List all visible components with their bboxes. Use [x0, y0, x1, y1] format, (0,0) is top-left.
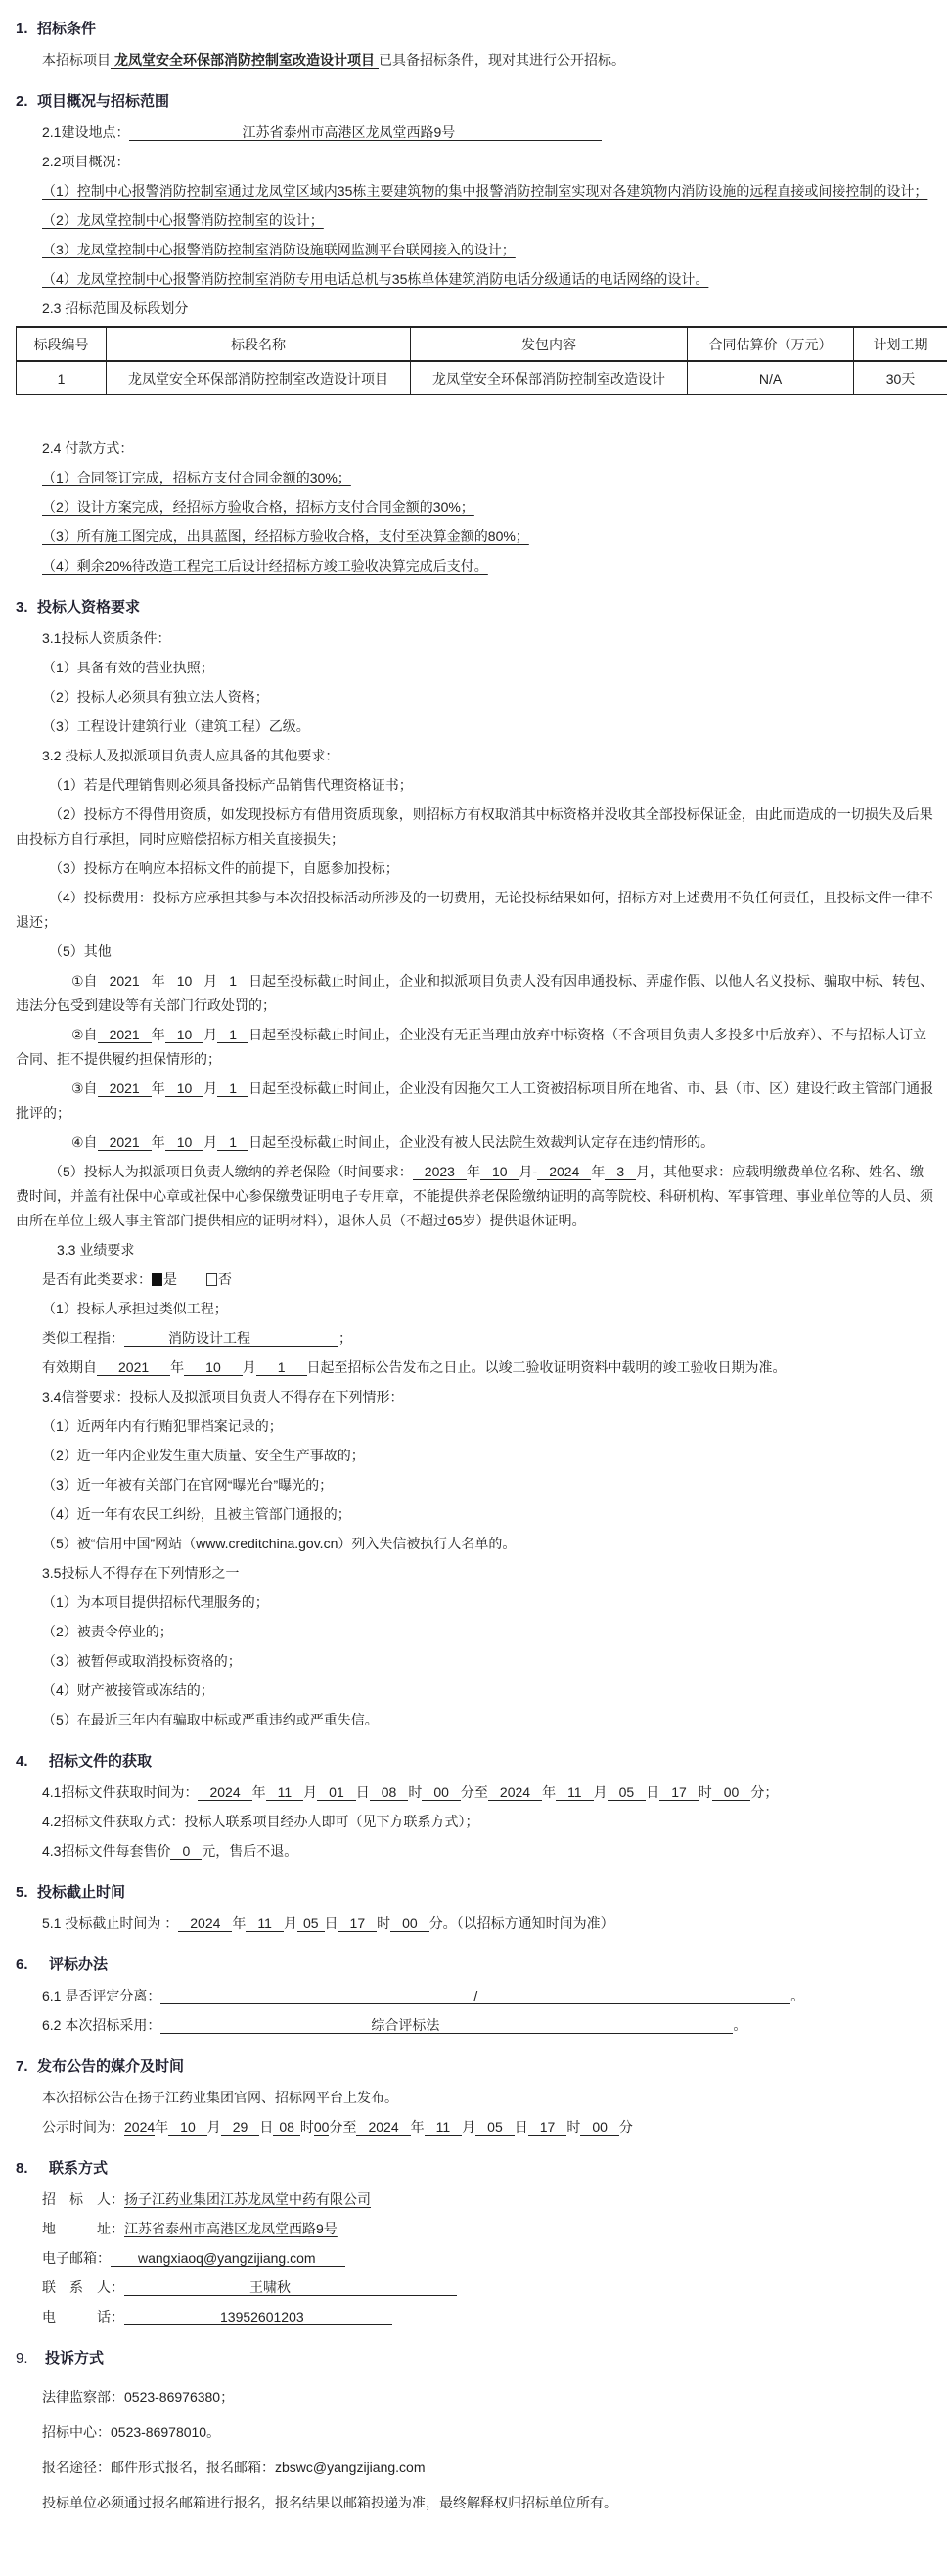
credit-item: （2）近一年内企业发生重大质量、安全生产事故的；: [42, 1448, 365, 1463]
year-value: 2024: [488, 1784, 542, 1801]
text: 日起至投标截止时间止，企业没有因拖欠工人工资被招标项目所在地省、市、县（市、区）建设行政主管部门通报批评的；: [16, 1081, 934, 1121]
text: ④自: [71, 1134, 98, 1150]
complaint-legal: 法律监察部：0523-86976380；: [42, 2389, 235, 2405]
column-header: 标段名称: [107, 327, 411, 361]
day-value: 1: [217, 1081, 248, 1097]
month-value: 11: [266, 1784, 304, 1801]
registration-method: 报名途径：邮件形式报名，报名邮箱：zbswc@yangzijiang.com: [42, 2460, 426, 2475]
year-value: 2024: [124, 2119, 156, 2135]
checkbox-label-yes: 是: [163, 1271, 177, 1287]
text: 日起至招标公告发布之日止。以竣工验收证明资料中载明的竣工验收日期为准。: [306, 1359, 787, 1375]
exclusion-item: （1）为本项目提供招标代理服务的；: [42, 1594, 269, 1610]
overview-label: 2.2项目概况：: [42, 154, 130, 169]
month-value: 10: [165, 1027, 204, 1043]
section-heading-8: [16, 2156, 947, 2181]
record-item: [0, 1130, 947, 1155]
text: 4.1招标文件获取时间为：: [42, 1784, 199, 1800]
text: 月: [203, 1134, 218, 1150]
text: 月: [593, 1784, 608, 1800]
tenderer-value: 扬子江药业集团江苏龙凤堂中药有限公司: [124, 2191, 371, 2207]
year-value: 2021: [97, 1359, 170, 1376]
text: 分至: [460, 1784, 488, 1800]
method-value: 综合评标法: [160, 2017, 733, 2034]
year-value: 2024: [178, 1915, 232, 1932]
section-title: 评标办法: [49, 1956, 109, 1973]
overview-item: （1）控制中心报警消防控制室通过龙凤堂区域内35栋主要建筑物的集中报警消防控制室实现对各建筑物内消防设施的远程直接或间接控制的设计；: [42, 183, 928, 199]
exclusion-item: （2）被责令停业的；: [42, 1624, 173, 1639]
other-req-item: （2）投标方不得借用资质，如发现投标方有借用资质现象，则招标方有权取消其中标资格并没收其全部投标保证金，由此而造成的一切损失及后果由投标方自行承担，同时应赔偿招标方相关直接损失；: [16, 806, 933, 847]
contact-phone: [0, 2305, 947, 2329]
publication-time: [0, 2115, 947, 2139]
credit-item: （3）近一年被有关部门在官网“曝光台”曝光的；: [42, 1477, 334, 1493]
column-header: 标段编号: [17, 327, 107, 361]
record-item: [0, 1023, 947, 1072]
text: 类似工程指：: [42, 1330, 124, 1346]
separation-value: /: [160, 1988, 790, 2004]
day-value: 1: [256, 1359, 307, 1376]
text: 日起至投标截止时间止，企业没有被人民法院生效裁判认定存在违约情形的。: [248, 1134, 715, 1150]
section-number: 4.: [16, 1753, 28, 1770]
minute-value: 00: [313, 2119, 330, 2135]
section-number: 6.: [16, 1956, 28, 1973]
table-cell: 龙凤堂安全环保部消防控制室改造设计项目: [107, 361, 411, 395]
text: 日起至投标截止时间止，企业和拟派项目负责人没有因串通投标、弄虚作假、以他人名义投标、骗取中标、转包、违法分包受到建设等有关部门行政处罚的；: [16, 973, 934, 1013]
validity-period: [0, 1356, 947, 1380]
text: 时: [408, 1784, 423, 1800]
other-req-item: （4）投标费用：投标方应承担其参与本次招投标活动所涉及的一切费用，无论投标结果如何，招标方对上述费用不负任何责任，且投标文件一律不退还；: [16, 890, 933, 930]
text: 地 址：: [42, 2221, 124, 2236]
month-value: 11: [556, 1784, 594, 1801]
credit-label: 3.4信誉要求：投标人及拟派项目负责人不得存在下列情形：: [42, 1389, 404, 1404]
section-number: 9.: [16, 2350, 28, 2367]
complaint-tender-center: 招标中心：0523-86978010。: [42, 2424, 221, 2440]
month-value: 10: [165, 973, 204, 989]
overview-item: （3）龙凤堂控制中心报警消防控制室消防设施联网监测平台联网接入的设计；: [42, 242, 516, 257]
text: ①自: [71, 973, 98, 989]
day-value: 1: [217, 973, 248, 989]
section-number: 3.: [16, 599, 28, 616]
payment-item: （3）所有施工图完成，出具蓝图，经招标方验收合格，支付至决算金额的80%；: [42, 529, 529, 544]
day-value: 05: [297, 1915, 325, 1932]
text: 日起至投标截止时间止，企业没有无正当理由放弃中标资格（不含项目负责人多投多中后放弃）、不与招标人订立合同、拒不提供履约担保情形的；: [16, 1027, 927, 1067]
text: 月: [206, 2119, 221, 2135]
section-heading-2: [16, 89, 947, 114]
address-value: 江苏省泰州市高港区龙凤堂西路9号: [124, 2221, 338, 2236]
hour-value: 08: [370, 1784, 409, 1801]
text: 日: [355, 1784, 370, 1800]
contact-person-value: 王啸秋: [124, 2279, 457, 2296]
section-title: 投标人资格要求: [37, 599, 141, 616]
text: 年: [251, 1784, 266, 1800]
text: 6.1 是否评定分离：: [42, 1988, 161, 2003]
day-value: 1: [217, 1027, 248, 1043]
text: 月-: [519, 1164, 538, 1179]
section-heading-3: [16, 595, 947, 620]
minute-value: 00: [712, 1784, 751, 1801]
exclusion-label: 3.5投标人不得存在下列情形之一: [42, 1565, 240, 1581]
section-title: 发布公告的媒介及时间: [37, 2058, 185, 2075]
text: 2.1建设地点：: [42, 124, 130, 140]
payment-item: （4）剩余20%待改造工程完工后设计经招标方竣工验收决算完成后支付。: [42, 558, 488, 574]
payment-label: 2.4 付款方式：: [42, 440, 134, 456]
day-value: 05: [608, 1784, 647, 1801]
text: 电子邮箱：: [42, 2250, 111, 2266]
location-value: 江苏省泰州市高港区龙凤堂西路9号: [129, 124, 602, 141]
qualification-item: （1）具备有效的营业执照；: [42, 660, 214, 675]
credit-item: （5）被“信用中国”网站（www.creditchina.gov.cn）列入失信被执行人名单的。: [42, 1536, 517, 1551]
day-value: 01: [317, 1784, 356, 1801]
text: 时: [377, 1915, 391, 1931]
text: （5）投标人为拟派项目负责人缴纳的养老保险（时间要求：: [49, 1164, 413, 1179]
qualification-label: 3.1投标人资质条件：: [42, 630, 171, 646]
credit-item: （1）近两年内有行贿犯罪档案记录的；: [42, 1418, 283, 1434]
minute-value: 00: [390, 1915, 429, 1932]
text: 年: [155, 2119, 169, 2135]
lot-table: [16, 326, 947, 395]
record-item: [0, 969, 947, 1018]
table-cell: 30天: [854, 361, 947, 395]
text: 年: [410, 2119, 425, 2135]
text: 招 标 人：: [42, 2191, 124, 2207]
email-value[interactable]: wangxiaoq@yangzijiang.com: [111, 2250, 345, 2267]
text: 月: [462, 2119, 476, 2135]
text: 月: [203, 1081, 218, 1096]
other-req-item: （1）若是代理销售则必须具备投标产品销售代理资格证书；: [49, 777, 413, 793]
qualification-item: （3）工程设计建筑行业（建筑工程）乙级。: [42, 718, 310, 734]
year-value: 2023: [413, 1164, 467, 1180]
hour-value: 08: [273, 2119, 300, 2136]
phone-value: 13952601203: [124, 2309, 392, 2325]
section-number: 1.: [16, 21, 28, 37]
text: 本招标项目: [42, 52, 111, 68]
performance-question: [0, 1267, 947, 1292]
price-value: 0: [170, 1843, 202, 1860]
text: 是否有此类要求：: [42, 1271, 152, 1287]
table-cell: N/A: [688, 361, 854, 395]
section-number: 2.: [16, 93, 28, 110]
overview-item: （4）龙凤堂控制中心报警消防控制室消防专用电话总机与35栋单体建筑消防电话分级通话的电话网络的设计。: [42, 271, 709, 287]
section-number: 5.: [16, 1884, 28, 1901]
similar-project-value: 消防设计工程: [124, 1330, 338, 1347]
qualification-item: （2）投标人必须具有独立法人资格；: [42, 689, 269, 705]
section-title: 招标条件: [37, 21, 97, 37]
payment-item: （1）合同签订完成，招标方支付合同金额的30%；: [42, 470, 351, 485]
hour-value: 17: [528, 2119, 567, 2136]
year-value: 2021: [98, 973, 152, 989]
text: 月，其他要求：应载明缴费单位名称、姓名、缴费时间，并盖有社保中心章或社保中心参保缴费证明电子专用章，不能提供养老保险缴纳证明的高等院校、科研机构、军事管理、事业单位等的人员、须由所在单位上级人事主管部门提供相应的证明材料），退休人员（不超过65岁）提供退休证明。: [16, 1164, 933, 1228]
text: 月: [303, 1784, 318, 1800]
year-value: 2024: [198, 1784, 251, 1801]
text: 年: [151, 1027, 165, 1042]
other-req-item: （5）其他: [49, 943, 112, 959]
other-req-label: 3.2 投标人及拟派项目负责人应具备的其他要求：: [42, 748, 339, 763]
text: 分至: [329, 2119, 357, 2135]
year-value: 2024: [537, 1164, 591, 1180]
section-heading-6: [16, 1953, 947, 1977]
document-price: [0, 1839, 947, 1863]
section-title: 投诉方式: [45, 2350, 105, 2367]
month-value: 11: [425, 2119, 463, 2136]
contact-person: [0, 2276, 947, 2300]
column-header: 合同估算价（万元）: [688, 327, 854, 361]
exclusion-item: （5）在最近三年内有骗取中标或严重违约或严重失信。: [42, 1712, 379, 1727]
section-heading-7: [16, 2054, 947, 2079]
hour-value: 17: [338, 1915, 378, 1932]
text: 月: [283, 1915, 297, 1931]
evaluation-separation: [0, 1984, 947, 2008]
day-value: 29: [221, 2119, 260, 2136]
text: 。: [790, 1988, 805, 2003]
text: 年: [170, 1359, 185, 1375]
month-value: 10: [165, 1081, 204, 1097]
year-value: 2021: [98, 1134, 152, 1151]
text: 分: [618, 2119, 633, 2135]
text: 日: [259, 2119, 274, 2135]
similar-project: [0, 1326, 947, 1351]
exclusion-item: （3）被暂停或取消投标资格的；: [42, 1653, 242, 1669]
section-title: 项目概况与招标范围: [37, 93, 170, 110]
text: 年: [151, 1081, 165, 1096]
text: 时: [566, 2119, 581, 2135]
table-cell: 1: [17, 361, 107, 395]
section-heading-5: [16, 1880, 947, 1905]
month-value: 10: [165, 1134, 204, 1151]
text: 年: [591, 1164, 606, 1179]
section-title: 联系方式: [49, 2160, 109, 2177]
text: 日: [324, 1915, 338, 1931]
section-heading-4: [16, 1749, 947, 1773]
tender-condition: [0, 48, 947, 72]
section-number: 8.: [16, 2160, 28, 2177]
overview-item: （2）龙凤堂控制中心报警消防控制室的设计；: [42, 212, 324, 228]
contact-address: [0, 2217, 947, 2241]
checkbox-checked-icon[interactable]: [152, 1273, 162, 1286]
checkbox-unchecked-icon[interactable]: [206, 1273, 217, 1286]
text: 时: [299, 2119, 314, 2135]
contact-tenderer: [0, 2187, 947, 2212]
year-value: 2021: [98, 1027, 152, 1043]
section-title: 招标文件的获取: [49, 1753, 153, 1770]
text: 年: [466, 1164, 480, 1179]
text: 4.3招标文件每套售价: [42, 1843, 171, 1859]
project-name: 龙凤堂安全环保部消防控制室改造设计项目: [111, 52, 379, 69]
registration-note: 投标单位必须通过报名邮箱进行报名，报名结果以邮箱投递为准，最终解释权归招标单位所有。: [42, 2495, 617, 2510]
text: 。: [733, 2017, 747, 2033]
text: 日: [514, 2119, 528, 2135]
text: 年: [151, 973, 165, 989]
bid-deadline: [0, 1911, 947, 1936]
other-req-item: （3）投标方在响应本招标文件的前提下，自愿参加投标；: [49, 860, 399, 876]
section-number: 7.: [16, 2058, 28, 2075]
year-value: 2021: [98, 1081, 152, 1097]
text: 公示时间为：: [42, 2119, 124, 2135]
month-value: 10: [480, 1164, 519, 1180]
month-value: 3: [605, 1164, 636, 1180]
text: 月: [242, 1359, 256, 1375]
text: 月: [203, 1027, 218, 1042]
day-value: 1: [217, 1134, 248, 1151]
month-value: 10: [168, 2119, 207, 2136]
pension-requirement: [0, 1160, 947, 1233]
text: 年: [232, 1915, 247, 1931]
month-value: 10: [184, 1359, 243, 1376]
text: 分；: [750, 1784, 779, 1800]
table-row: [17, 361, 947, 395]
month-value: 11: [246, 1915, 284, 1932]
evaluation-method: [0, 2013, 947, 2038]
publication-media: 本次招标公告在扬子江药业集团官网、招标网平台上发布。: [42, 2090, 398, 2105]
text: 6.2 本次招标采用：: [42, 2017, 161, 2033]
record-item: [0, 1077, 947, 1126]
text: 电 话：: [42, 2309, 124, 2324]
text: 时: [698, 1784, 712, 1800]
minute-value: 00: [580, 2119, 619, 2136]
section-heading-1: [16, 17, 947, 41]
checkbox-label-no: 否: [218, 1271, 232, 1287]
text: 5.1 投标截止时间为 ：: [42, 1915, 179, 1931]
text: 有效期自: [42, 1359, 97, 1375]
text: ②自: [71, 1027, 98, 1042]
text: 元，售后不退。: [202, 1843, 298, 1859]
minute-value: 00: [422, 1784, 461, 1801]
text: 年: [542, 1784, 557, 1800]
text: 分。（以招标方通知时间为准）: [428, 1915, 614, 1931]
column-header: 发包内容: [411, 327, 688, 361]
performance-item: （1）投标人承担过类似工程；: [42, 1301, 228, 1316]
hour-value: 17: [659, 1784, 699, 1801]
column-header: 计划工期: [854, 327, 947, 361]
table-header-row: [17, 327, 947, 361]
text: ③自: [71, 1081, 98, 1096]
table-cell: 龙凤堂安全环保部消防控制室改造设计: [411, 361, 688, 395]
day-value: 05: [475, 2119, 515, 2136]
section-heading-9: [16, 2346, 947, 2370]
text: 联 系 人：: [42, 2279, 124, 2295]
text: 年: [151, 1134, 165, 1150]
document-acquisition-time: [0, 1780, 947, 1805]
performance-label: 3.3 业绩要求: [57, 1242, 135, 1258]
construction-location: [0, 120, 947, 145]
scope-label: 2.3 招标范围及标段划分: [42, 300, 189, 316]
year-value: 2024: [356, 2119, 410, 2136]
text: 日: [646, 1784, 660, 1800]
credit-item: （4）近一年有农民工纠纷，且被主管部门通报的；: [42, 1506, 351, 1522]
section-title: 投标截止时间: [37, 1884, 126, 1901]
payment-item: （2）设计方案完成，经招标方验收合格，招标方支付合同金额的30%；: [42, 499, 474, 515]
exclusion-item: （4）财产被接管或冻结的；: [42, 1682, 214, 1698]
document-acquisition-method: 4.2招标文件获取方式：投标人联系项目经办人即可（见下方联系方式）；: [42, 1814, 479, 1829]
text: ；: [338, 1330, 352, 1346]
text: 月: [203, 973, 218, 989]
text: 已具备招标条件，现对其进行公开招标。: [379, 52, 625, 68]
contact-email: [0, 2246, 947, 2271]
